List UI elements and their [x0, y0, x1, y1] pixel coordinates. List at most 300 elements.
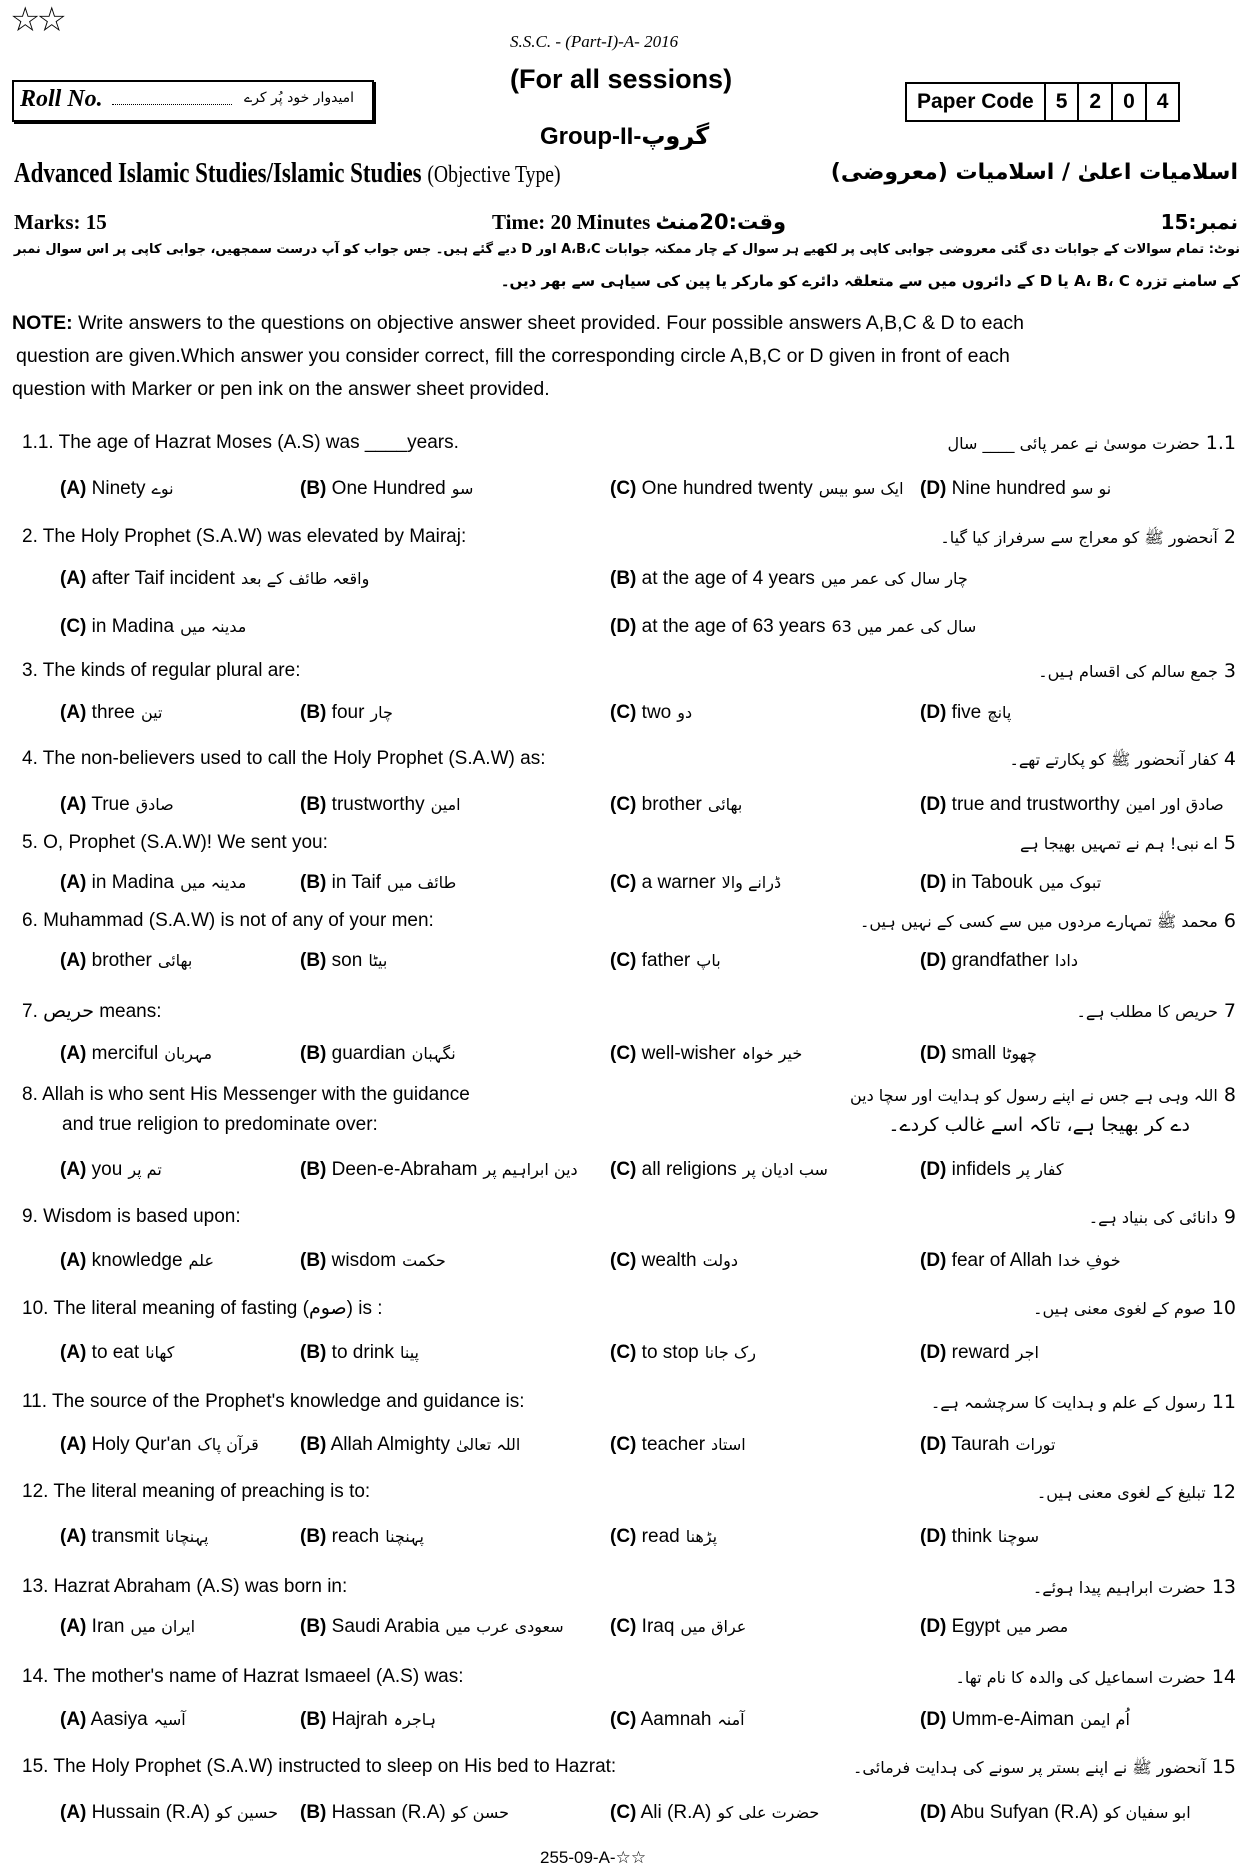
option-urdu: ہاجرہ [393, 1710, 436, 1729]
option-b [300, 1709, 436, 1731]
option-urdu: بھائی [707, 795, 743, 814]
option-text: Ninety [91, 478, 146, 499]
option-letter: (B) [300, 702, 327, 723]
option-text: father [641, 950, 691, 971]
question-number: 15. [22, 1756, 49, 1777]
option-text: read [641, 1526, 680, 1547]
question-text: The Holy Prophet (S.A.W) instructed to sleep on His bed to Hazrat: [53, 1756, 617, 1777]
option-b [300, 478, 473, 500]
option-text: teacher [641, 1434, 706, 1455]
question-text: O, Prophet (S.A.W)! We sent you: [43, 832, 328, 853]
option-text: a warner [641, 872, 716, 893]
option-text: at the age of 63 years [641, 616, 826, 637]
paper-code-digit: 2 [1079, 84, 1113, 120]
option-text: Hassan (R.A) [331, 1802, 446, 1823]
option-a [60, 1250, 214, 1272]
option-urdu: تورات [1015, 1435, 1056, 1454]
question-4 [22, 748, 545, 770]
option-text: One hundred twenty [641, 478, 813, 499]
question-urdu-2 [934, 526, 1236, 551]
question-urdu-12 [1031, 1481, 1236, 1503]
option-text: Hussain (R.A) [91, 1802, 210, 1823]
group-urdu: گروپ [641, 122, 710, 150]
option-b [300, 1526, 424, 1548]
option-text: Aamnah [640, 1709, 712, 1730]
option-letter: (D) [920, 1434, 947, 1455]
option-text: knowledge [91, 1250, 183, 1271]
option-urdu: طائف میں [386, 873, 457, 892]
option-letter: (B) [300, 950, 327, 971]
option-b [300, 1043, 456, 1065]
note-label: NOTE: [12, 312, 73, 334]
option-text: in Madina [91, 872, 175, 893]
option-letter: (C) [610, 1802, 637, 1823]
option-a [60, 1159, 162, 1181]
option-letter: (C) [610, 702, 637, 723]
option-text: merciful [91, 1043, 159, 1064]
option-letter: (C) [610, 1342, 637, 1363]
option-text: brother [91, 950, 152, 971]
note-urdu-line-1: نوٹ: تمام سوالات کے جوابات دی گئی معروضی جوابی کاپی پر لکھیے ہر سوال کے چار ممکنہ جوابات A،B،C اور D دیے گئے ہیں۔ جس جواب کو آپ درست سمجھیں، جوابی کاپی پر اس سوال نمبر [13, 242, 1240, 257]
question-urdu-text: آنحضور ﷺ کو معراج سے سرفراز کیا گیا۔ [940, 528, 1218, 547]
option-letter: (B) [300, 1434, 327, 1455]
option-urdu: بھائی [157, 951, 193, 970]
paper-code-box [905, 82, 1180, 122]
option-letter: (C) [610, 1250, 637, 1271]
option-d [920, 1526, 1039, 1548]
question-number-urdu: 6 [1223, 910, 1236, 932]
option-urdu: دادا [1054, 951, 1078, 970]
option-c [610, 1043, 802, 1065]
option-urdu: پانچ [987, 703, 1012, 722]
option-text: in Taif [331, 872, 381, 893]
note-urdu-line-2: کے سامنے تزرہ A، B، C یا D کے دائروں میں سے متعلقہ دائرے کو مارکر یا پین کی سیاہی سے بھر دیں۔ [500, 272, 1240, 290]
option-text: true and trustworthy [951, 794, 1120, 815]
group-label [540, 122, 709, 151]
option-letter: (D) [920, 1250, 947, 1271]
time-text: Time: 20 Minutes [492, 210, 651, 234]
question-urdu-15 [847, 1756, 1236, 1781]
option-urdu: چار سال کی عمر میں [820, 569, 968, 588]
option-letter: (A) [60, 478, 87, 499]
option-b [300, 872, 456, 894]
option-letter: (C) [610, 1616, 637, 1637]
option-letter: (D) [920, 1616, 947, 1637]
option-urdu: پہنچانا [165, 1527, 209, 1546]
option-d [920, 1709, 1130, 1731]
question-urdu-10 [1027, 1297, 1236, 1319]
option-letter: (C) [610, 1709, 637, 1730]
option-urdu: 63 سال کی عمر میں [831, 617, 977, 636]
question-text: The literal meaning of fasting (صوم) is : [53, 1298, 383, 1319]
option-c [610, 1526, 717, 1548]
question-text-line-2: and true religion to predominate over: [62, 1114, 378, 1135]
subject-type: (Objective Type) [427, 162, 561, 188]
option-urdu: نوے [151, 479, 174, 498]
question-11 [22, 1391, 525, 1413]
question-number: 14. [22, 1666, 49, 1687]
option-a [60, 872, 246, 894]
option-a [60, 1709, 186, 1731]
option-urdu: حضرت علی کو [717, 1803, 820, 1822]
option-urdu: حسین کو [215, 1803, 279, 1822]
question-1 [22, 432, 459, 454]
option-c [610, 1802, 819, 1824]
question-urdu-3 [1032, 660, 1236, 682]
option-letter: (A) [60, 1250, 87, 1271]
option-text: Hajrah [331, 1709, 388, 1730]
option-urdu: عراق میں [680, 1617, 747, 1636]
question-text: حریص means: [43, 1001, 162, 1022]
option-letter: (A) [60, 1616, 87, 1637]
subject-title [14, 158, 561, 191]
question-urdu-line-2: دے کر بھیجا ہے، تاکہ اسے غالب کردے۔ [888, 1114, 1190, 1136]
option-letter: (C) [610, 950, 637, 971]
option-text: True [91, 794, 130, 815]
option-text: Taurah [951, 1434, 1010, 1455]
option-a [60, 568, 369, 590]
option-urdu: آمنہ [717, 1710, 745, 1729]
option-b [300, 1250, 446, 1272]
question-number: 5. [22, 832, 38, 853]
question-text: The mother's name of Hazrat Ismaeel (A.S) was: [53, 1666, 464, 1687]
option-letter: (B) [300, 1250, 327, 1271]
question-text: Wisdom is based upon: [43, 1206, 241, 1227]
option-letter: (B) [300, 1342, 327, 1363]
option-urdu: استاد [711, 1435, 746, 1454]
option-b [300, 1434, 520, 1456]
option-d [920, 1616, 1068, 1638]
option-text: transmit [91, 1526, 160, 1547]
option-a [60, 1802, 278, 1824]
question-text: The source of the Prophet's knowledge and guidance is: [51, 1391, 525, 1412]
question-urdu-6 [854, 910, 1236, 935]
question-urdu-5 [1014, 832, 1236, 854]
question-10 [22, 1297, 383, 1320]
option-letter: (B) [300, 794, 327, 815]
option-urdu: رک جانا [704, 1343, 756, 1362]
option-text: brother [641, 794, 702, 815]
option-b [300, 1616, 564, 1638]
option-letter: (D) [610, 616, 637, 637]
question-urdu-text: آنحضور ﷺ نے اپنے بستر پر سونے کی ہدایت فرمائی۔ [853, 1758, 1206, 1777]
question-number: 9. [22, 1206, 38, 1227]
stars-mark: ☆☆ [10, 1, 63, 39]
option-text: you [91, 1159, 123, 1180]
option-c [610, 872, 781, 894]
question-number: 11. [22, 1391, 48, 1412]
option-letter: (D) [920, 1342, 947, 1363]
subject-text: Advanced Islamic Studies/Islamic Studies [14, 158, 422, 189]
question-number-urdu: 14 [1211, 1666, 1236, 1688]
question-urdu-text: حضرت موسیٰ نے عمر پائی ____ سال [947, 434, 1200, 453]
option-b [300, 1342, 419, 1364]
question-urdu-1 [942, 432, 1237, 454]
option-c [610, 794, 742, 816]
option-text: grandfather [951, 950, 1049, 971]
option-d [920, 1342, 1039, 1364]
option-letter: (B) [300, 478, 327, 499]
option-text: after Taif incident [91, 568, 235, 589]
question-urdu-text: دانائی کی بنیاد ہے۔ [1088, 1208, 1218, 1227]
question-urdu-text: اللہ وہی ہے جس نے اپنے رسول کو ہدایت اور سچا دین [849, 1086, 1218, 1105]
option-text: in Madina [91, 616, 175, 637]
option-letter: (A) [60, 1526, 87, 1547]
group-text: Group-II- [540, 123, 642, 150]
option-urdu: مدینہ میں [180, 873, 247, 892]
question-number: 12. [22, 1481, 49, 1502]
subject-urdu: اسلامیات اعلیٰ / اسلامیات (معروضی) [830, 160, 1238, 185]
exam-title: S.S.C. - (Part-I)-A- 2016 [510, 32, 679, 51]
question-number-urdu: 2 [1223, 526, 1236, 548]
option-a [60, 478, 174, 500]
option-text: Saudi Arabia [331, 1616, 440, 1637]
paper-code-digit: 4 [1156, 90, 1169, 113]
option-urdu: کفار پر [1016, 1160, 1064, 1179]
option-c [610, 1342, 756, 1364]
option-urdu: ایران میں [130, 1617, 196, 1636]
option-text: three [91, 702, 135, 723]
option-d [920, 794, 1224, 816]
option-urdu: کھانا [145, 1343, 175, 1362]
paper-code-label: Paper Code [907, 84, 1046, 120]
question-number: 2. [22, 526, 38, 547]
option-text: to eat [91, 1342, 140, 1363]
question-text: Hazrat Abraham (A.S) was born in: [53, 1576, 348, 1597]
option-text: reward [951, 1342, 1010, 1363]
option-c [60, 616, 246, 638]
question-urdu-9 [1083, 1206, 1236, 1228]
option-a [60, 702, 162, 724]
option-urdu: اُم ایمن [1080, 1710, 1130, 1729]
option-urdu: تم پر [128, 1160, 162, 1179]
question-number-urdu: 5 [1223, 832, 1236, 854]
option-letter: (C) [610, 1526, 637, 1547]
option-a [60, 950, 192, 972]
option-urdu: قرآن پاک [197, 1435, 259, 1454]
option-letter: (D) [920, 950, 947, 971]
option-letter: (D) [920, 1802, 947, 1823]
question-urdu-text: کفار آنحضور ﷺ کو پکارتے تھے۔ [1009, 750, 1218, 769]
option-urdu: خیر خواہ [741, 1044, 803, 1063]
option-text: fear of Allah [951, 1250, 1053, 1271]
question-text: The kinds of regular plural are: [42, 660, 301, 681]
option-text: think [951, 1526, 992, 1547]
option-text: all religions [641, 1159, 737, 1180]
question-number: 6. [22, 910, 38, 931]
option-d [610, 616, 976, 638]
question-number-urdu: 1.1 [1205, 432, 1236, 454]
option-text: wealth [641, 1250, 697, 1271]
option-urdu: سب ادیان پر [742, 1160, 828, 1179]
option-b [300, 702, 393, 724]
option-d [920, 1802, 1191, 1824]
option-letter: (A) [60, 1342, 87, 1363]
question-text: The literal meaning of preaching is to: [53, 1481, 371, 1502]
question-text: Muhammad (S.A.W) is not of any of your men: [43, 910, 434, 931]
option-text: in Tabouk [951, 872, 1033, 893]
option-urdu: دو [677, 703, 693, 722]
footer-code: 255-09-A-☆☆ [540, 1848, 647, 1867]
option-text: small [951, 1043, 997, 1064]
option-urdu: ایک سو بیس [818, 479, 904, 498]
option-letter: (B) [300, 1709, 327, 1730]
option-urdu: نگہبان [411, 1044, 456, 1063]
question-8 [22, 1084, 470, 1106]
note-text: Write answers to the questions on objective answer sheet provided. Four possible answers A,B,C & D to each [72, 312, 1024, 334]
option-letter: (A) [60, 1434, 87, 1455]
option-letter: (B) [300, 872, 327, 893]
option-urdu: سعودی عرب میں [445, 1617, 564, 1636]
question-number-urdu: 13 [1211, 1576, 1236, 1598]
option-urdu: باپ [696, 951, 721, 970]
question-number-urdu: 12 [1211, 1481, 1236, 1503]
option-letter: (C) [610, 794, 637, 815]
question-urdu-text: حضرت ابراہیم پیدا ہوئے۔ [1032, 1578, 1206, 1597]
option-b [300, 1159, 578, 1181]
option-urdu: صادق اور امین [1125, 795, 1224, 814]
question-9 [22, 1206, 241, 1228]
option-d [920, 1043, 1037, 1065]
option-d [920, 1159, 1064, 1181]
option-text: Deen-e-Abraham [331, 1159, 478, 1180]
option-urdu: پہنچنا [385, 1527, 424, 1546]
option-urdu: اجر [1015, 1343, 1039, 1362]
option-urdu: پڑھنا [685, 1527, 718, 1546]
roll-urdu: امیدوار خود پُر کرے [244, 90, 355, 106]
question-urdu-text: حریص کا مطلب ہے۔ [1076, 1002, 1218, 1021]
option-d [920, 702, 1011, 724]
option-urdu: چھوٹا [1002, 1044, 1037, 1063]
option-text: wisdom [331, 1250, 397, 1271]
note-line-3: question with Marker or pen ink on the answer sheet provided. [12, 378, 550, 400]
option-text: infidels [951, 1159, 1011, 1180]
option-c [610, 1159, 828, 1181]
option-urdu: مہربان [164, 1044, 213, 1063]
option-text: two [641, 702, 672, 723]
question-12 [22, 1481, 370, 1503]
option-text: Aasiya [90, 1709, 148, 1730]
option-letter: (D) [920, 478, 947, 499]
option-c [610, 950, 721, 972]
time-urdu: وقت:20منٹ [655, 210, 787, 234]
question-urdu-text: محمد ﷺ تمہارے مردوں میں سے کسی کے نہیں ہیں۔ [859, 912, 1218, 931]
option-letter: (D) [920, 1526, 947, 1547]
option-text: trustworthy [331, 794, 425, 815]
option-urdu: خوفِ خدا [1058, 1251, 1121, 1270]
marks-urdu: نمبر:15 [1160, 210, 1238, 234]
option-letter: (A) [60, 1159, 87, 1180]
question-6 [22, 910, 434, 932]
question-number: 7. [22, 1001, 38, 1022]
option-letter: (A) [60, 794, 87, 815]
option-text: Iran [91, 1616, 125, 1637]
option-c [610, 702, 692, 724]
option-urdu: حکمت [402, 1251, 446, 1270]
option-letter: (A) [60, 1709, 87, 1730]
option-letter: (A) [60, 702, 87, 723]
option-text: Iraq [641, 1616, 675, 1637]
option-text: Abu Sufyan (R.A) [950, 1802, 1099, 1823]
option-letter: (C) [610, 1434, 637, 1455]
option-urdu: اللہ تعالیٰ [455, 1435, 521, 1454]
question-text: The non-believers used to call the Holy Prophet (S.A.W) as: [42, 748, 546, 769]
option-c [610, 1616, 746, 1638]
option-a [60, 794, 174, 816]
option-urdu: واقعہ طائف کے بعد [240, 569, 370, 588]
option-text: Allah Almighty [330, 1434, 450, 1455]
option-text: to drink [331, 1342, 394, 1363]
option-urdu: دولت [702, 1251, 739, 1270]
question-number: 8. [22, 1084, 38, 1105]
paper-code-digit: 0 [1113, 84, 1147, 120]
option-c [610, 478, 904, 500]
option-letter: (D) [920, 872, 947, 893]
option-b [300, 1802, 509, 1824]
option-letter: (A) [60, 950, 87, 971]
option-text: reach [331, 1526, 380, 1547]
question-urdu-text: اے نبی! ہم نے تمہیں بھیجا ہے [1019, 834, 1218, 853]
option-urdu: مدینہ میں [180, 617, 247, 636]
option-urdu: حسن کو [451, 1803, 510, 1822]
option-b [300, 794, 461, 816]
option-urdu: علم [188, 1251, 215, 1270]
option-urdu: ڈرانے والا [721, 873, 782, 892]
option-text: five [951, 702, 982, 723]
sessions-label: (For all sessions) [510, 64, 733, 94]
question-3 [22, 660, 300, 682]
question-number-urdu: 11 [1211, 1391, 1236, 1413]
option-letter: (A) [60, 872, 87, 893]
question-number: 4. [22, 748, 38, 769]
option-letter: (A) [60, 568, 87, 589]
option-text: at the age of 4 years [641, 568, 815, 589]
question-urdu-7 [1071, 1000, 1237, 1022]
option-letter: (C) [610, 1159, 637, 1180]
question-urdu-11 [925, 1391, 1236, 1413]
paper-code-digit: 5 [1046, 84, 1080, 120]
option-d [920, 950, 1078, 972]
option-d [920, 1250, 1121, 1272]
option-urdu: ابو سفیان کو [1104, 1803, 1191, 1822]
question-number-urdu: 9 [1223, 1206, 1236, 1228]
option-text: One Hundred [331, 478, 446, 499]
question-text: Allah is who sent His Messenger with the guidance [42, 1084, 470, 1105]
question-number: 1.1. [22, 432, 54, 453]
option-letter: (D) [920, 1043, 947, 1064]
option-letter: (B) [300, 1043, 327, 1064]
option-c [610, 1434, 746, 1456]
question-number-urdu: 4 [1223, 748, 1236, 770]
option-urdu: نو سو [1071, 479, 1112, 498]
question-number-urdu: 15 [1211, 1756, 1236, 1778]
option-letter: (B) [610, 568, 637, 589]
option-text: son [331, 950, 363, 971]
option-urdu: سو [451, 479, 474, 498]
option-d [920, 872, 1101, 894]
question-urdu-text: جمع سالم کی اقسام ہیں۔ [1038, 662, 1218, 681]
question-urdu-8 [844, 1084, 1236, 1106]
option-a [60, 1616, 195, 1638]
option-urdu: بیٹا [368, 951, 388, 970]
question-15 [22, 1756, 616, 1778]
option-d [920, 1434, 1055, 1456]
question-urdu-4 [1004, 748, 1236, 773]
option-letter: (D) [920, 702, 947, 723]
option-urdu: تین [140, 703, 163, 722]
question-urdu-13 [1027, 1576, 1236, 1598]
question-urdu-text: حضرت اسماعیل کی والدہ کا نام تھا۔ [955, 1668, 1206, 1687]
